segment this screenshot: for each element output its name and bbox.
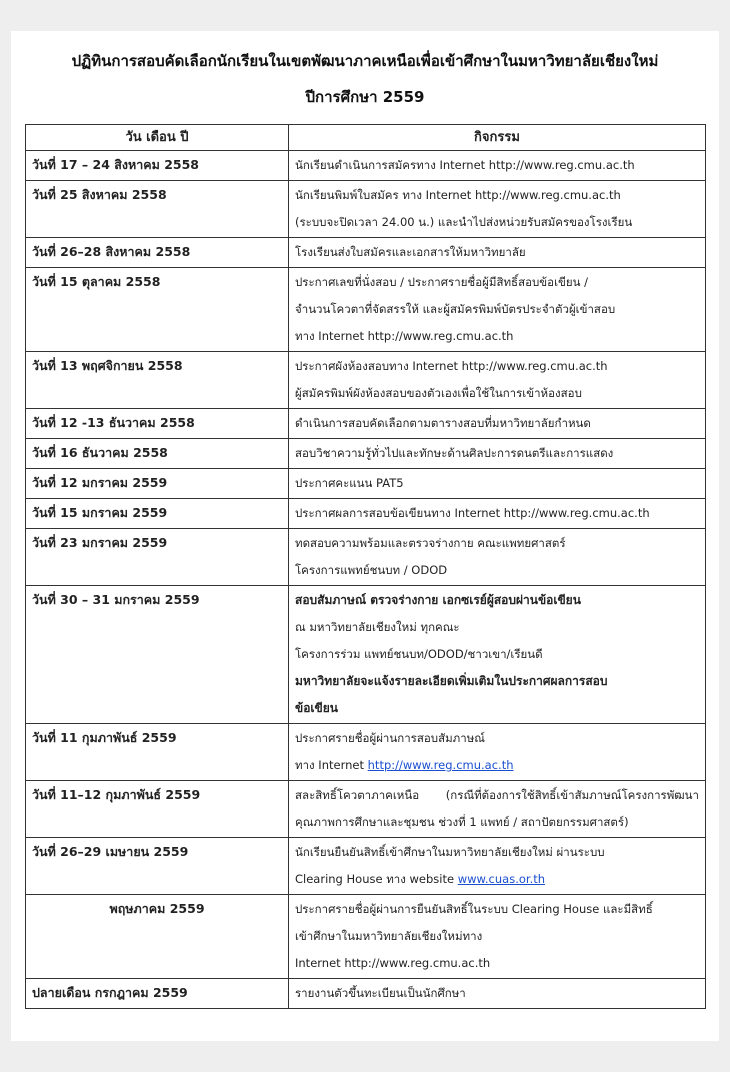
table-row <box>26 151 706 181</box>
row-activity <box>289 238 706 268</box>
row-date: วันที่ 11–12 กุมภาพันธ์ 2559 <box>26 781 289 838</box>
document-page <box>11 31 719 1041</box>
title-line-1: ปฏิทินการสอบคัดเลือกนักเรียนในเขตพัฒนาภาคเหนือเพื่อเข้าศึกษาในมหาวิทยาลัยเชียงใหม่ <box>71 52 659 70</box>
row-activity <box>289 181 706 238</box>
header-date: วัน เดือน ปี <box>26 125 289 151</box>
activity-line: ประกาศผังห้องสอบทาง Internet http://www.reg.cmu.ac.th <box>295 359 608 373</box>
row-date: วันที่ 16 ธันวาคม 2558 <box>26 439 289 469</box>
header-activity: กิจกรรม <box>289 125 706 151</box>
schedule-table <box>25 124 706 1009</box>
activity-line <box>295 866 699 893</box>
activity-line: สละสิทธิ์โควตาภาคเหนือ (กรณีที่ต้องการใช้สิทธิ์เข้าสัมภาษณ์โครงการพัฒนาคุณภาพการศึกษาและชุมชน ช่วงที่ 1 แพทย์ / สถาปัตยกรรมศาสตร์) <box>295 788 699 829</box>
table-row <box>26 979 706 1009</box>
activity-line: เข้าศึกษาในมหาวิทยาลัยเชียงใหม่ทาง <box>295 929 483 943</box>
row-activity <box>289 529 706 586</box>
row-activity <box>289 724 706 781</box>
row-activity <box>289 268 706 352</box>
row-activity <box>289 586 706 724</box>
row-date: วันที่ 13 พฤศจิกายน 2558 <box>26 352 289 409</box>
row-date: วันที่ 30 – 31 มกราคม 2559 <box>26 586 289 724</box>
row-date: วันที่ 15 มกราคม 2559 <box>26 499 289 529</box>
table-row <box>26 499 706 529</box>
table-row <box>26 838 706 895</box>
table-row <box>26 238 706 268</box>
activity-line: ประกาศคะแนน PAT5 <box>295 476 404 490</box>
row-activity <box>289 979 706 1009</box>
reg-cmu-link[interactable]: http://www.reg.cmu.ac.th <box>367 758 514 772</box>
activity-line: ทาง Internet http://www.reg.cmu.ac.th <box>295 329 514 343</box>
row-activity <box>289 838 706 895</box>
activity-line: ทดสอบความพร้อมและตรวจร่างกาย คณะแพทยศาสตร์ <box>295 536 566 550</box>
table-row <box>26 529 706 586</box>
row-activity <box>289 151 706 181</box>
row-date: วันที่ 26–28 สิงหาคม 2558 <box>26 238 289 268</box>
activity-line: นักเรียนดำเนินการสมัครทาง Internet http://www.reg.cmu.ac.th <box>295 158 635 172</box>
activity-line: นักเรียนพิมพ์ใบสมัคร ทาง Internet http://www.reg.cmu.ac.th <box>295 188 621 202</box>
cuas-link[interactable]: www.cuas.or.th <box>457 872 546 886</box>
row-activity <box>289 352 706 409</box>
title-line-2: ปีการศึกษา 2559 <box>305 88 425 106</box>
row-activity <box>289 469 706 499</box>
activity-line: โรงเรียนส่งใบสมัครและเอกสารให้มหาวิทยาลัย <box>295 245 526 259</box>
row-activity <box>289 781 706 838</box>
table-row <box>26 469 706 499</box>
row-activity <box>289 439 706 469</box>
table-row <box>26 352 706 409</box>
table-row <box>26 268 706 352</box>
activity-line: โครงการแพทย์ชนบท / ODOD <box>295 563 448 577</box>
table-row <box>26 439 706 469</box>
activity-line: Internet http://www.reg.cmu.ac.th <box>295 956 491 970</box>
activity-line: จำนวนโควตาที่จัดสรรให้ และผู้สมัครพิมพ์บัตรประจำตัวผู้เข้าสอบ <box>295 302 616 316</box>
activity-line: ณ มหาวิทยาลัยเชียงใหม่ ทุกคณะ <box>295 620 460 634</box>
activity-line: สอบสัมภาษณ์ ตรวจร่างกาย เอกซเรย์ผู้สอบผ่านข้อเขียน <box>295 593 581 607</box>
activity-line: มหาวิทยาลัยจะแจ้งรายละเอียดเพิ่มเติมในประกาศผลการสอบ <box>295 674 608 688</box>
table-row <box>26 586 706 724</box>
table-row <box>26 724 706 781</box>
table-row <box>26 781 706 838</box>
activity-text: Clearing House ทาง website <box>295 872 458 886</box>
row-date: วันที่ 12 มกราคม 2559 <box>26 469 289 499</box>
activity-line <box>295 752 699 779</box>
row-date: วันที่ 23 มกราคม 2559 <box>26 529 289 586</box>
activity-line: สอบวิชาความรู้ทั่วไปและทักษะด้านศิลปะการดนตรีและการแสดง <box>295 446 614 460</box>
row-date: ปลายเดือน กรกฎาคม 2559 <box>26 979 289 1009</box>
row-date: วันที่ 25 สิงหาคม 2558 <box>26 181 289 238</box>
table-row <box>26 895 706 979</box>
row-date: วันที่ 26–29 เมษายน 2559 <box>26 838 289 895</box>
activity-line: ผู้สมัครพิมพ์ผังห้องสอบของตัวเองเพื่อใช้ในการเข้าห้องสอบ <box>295 386 582 400</box>
row-date: วันที่ 17 – 24 สิงหาคม 2558 <box>26 151 289 181</box>
activity-line: ดำเนินการสอบคัดเลือกตามตารางสอบที่มหาวิทยาลัยกำหนด <box>295 416 591 430</box>
activity-line: (ระบบจะปิดเวลา 24.00 น.) และนำไปส่งหน่วยรับสมัครของโรงเรียน <box>295 215 633 229</box>
row-activity <box>289 895 706 979</box>
activity-line: โครงการร่วม แพทย์ชนบท/ODOD/ชาวเขา/เรียนดี <box>295 647 543 661</box>
activity-text: ทาง Internet <box>295 758 368 772</box>
activity-line: ข้อเขียน <box>295 701 338 715</box>
activity-line: ประกาศผลการสอบข้อเขียนทาง Internet http://www.reg.cmu.ac.th <box>295 506 650 520</box>
row-date: วันที่ 15 ตุลาคม 2558 <box>26 268 289 352</box>
activity-line: ประกาศเลขที่นั่งสอบ / ประกาศรายชื่อผู้มีสิทธิ์สอบข้อเขียน / <box>295 275 588 289</box>
table-header-row <box>26 125 706 151</box>
activity-line: นักเรียนยืนยันสิทธิ์เข้าศึกษาในมหาวิทยาลัยเชียงใหม่ ผ่านระบบ <box>295 845 605 859</box>
activity-line: ประกาศรายชื่อผู้ผ่านการสอบสัมภาษณ์ <box>295 731 485 745</box>
row-activity <box>289 409 706 439</box>
row-activity <box>289 499 706 529</box>
activity-line: ประกาศรายชื่อผู้ผ่านการยืนยันสิทธิ์ในระบบ Clearing House และมีสิทธิ์ <box>295 902 653 916</box>
table-row <box>26 181 706 238</box>
table-row <box>26 409 706 439</box>
document-title <box>11 43 719 115</box>
activity-line: รายงานตัวขึ้นทะเบียนเป็นนักศึกษา <box>295 986 466 1000</box>
row-date: วันที่ 11 กุมภาพันธ์ 2559 <box>26 724 289 781</box>
row-date: พฤษภาคม 2559 <box>26 895 289 979</box>
row-date: วันที่ 12 -13 ธันวาคม 2558 <box>26 409 289 439</box>
